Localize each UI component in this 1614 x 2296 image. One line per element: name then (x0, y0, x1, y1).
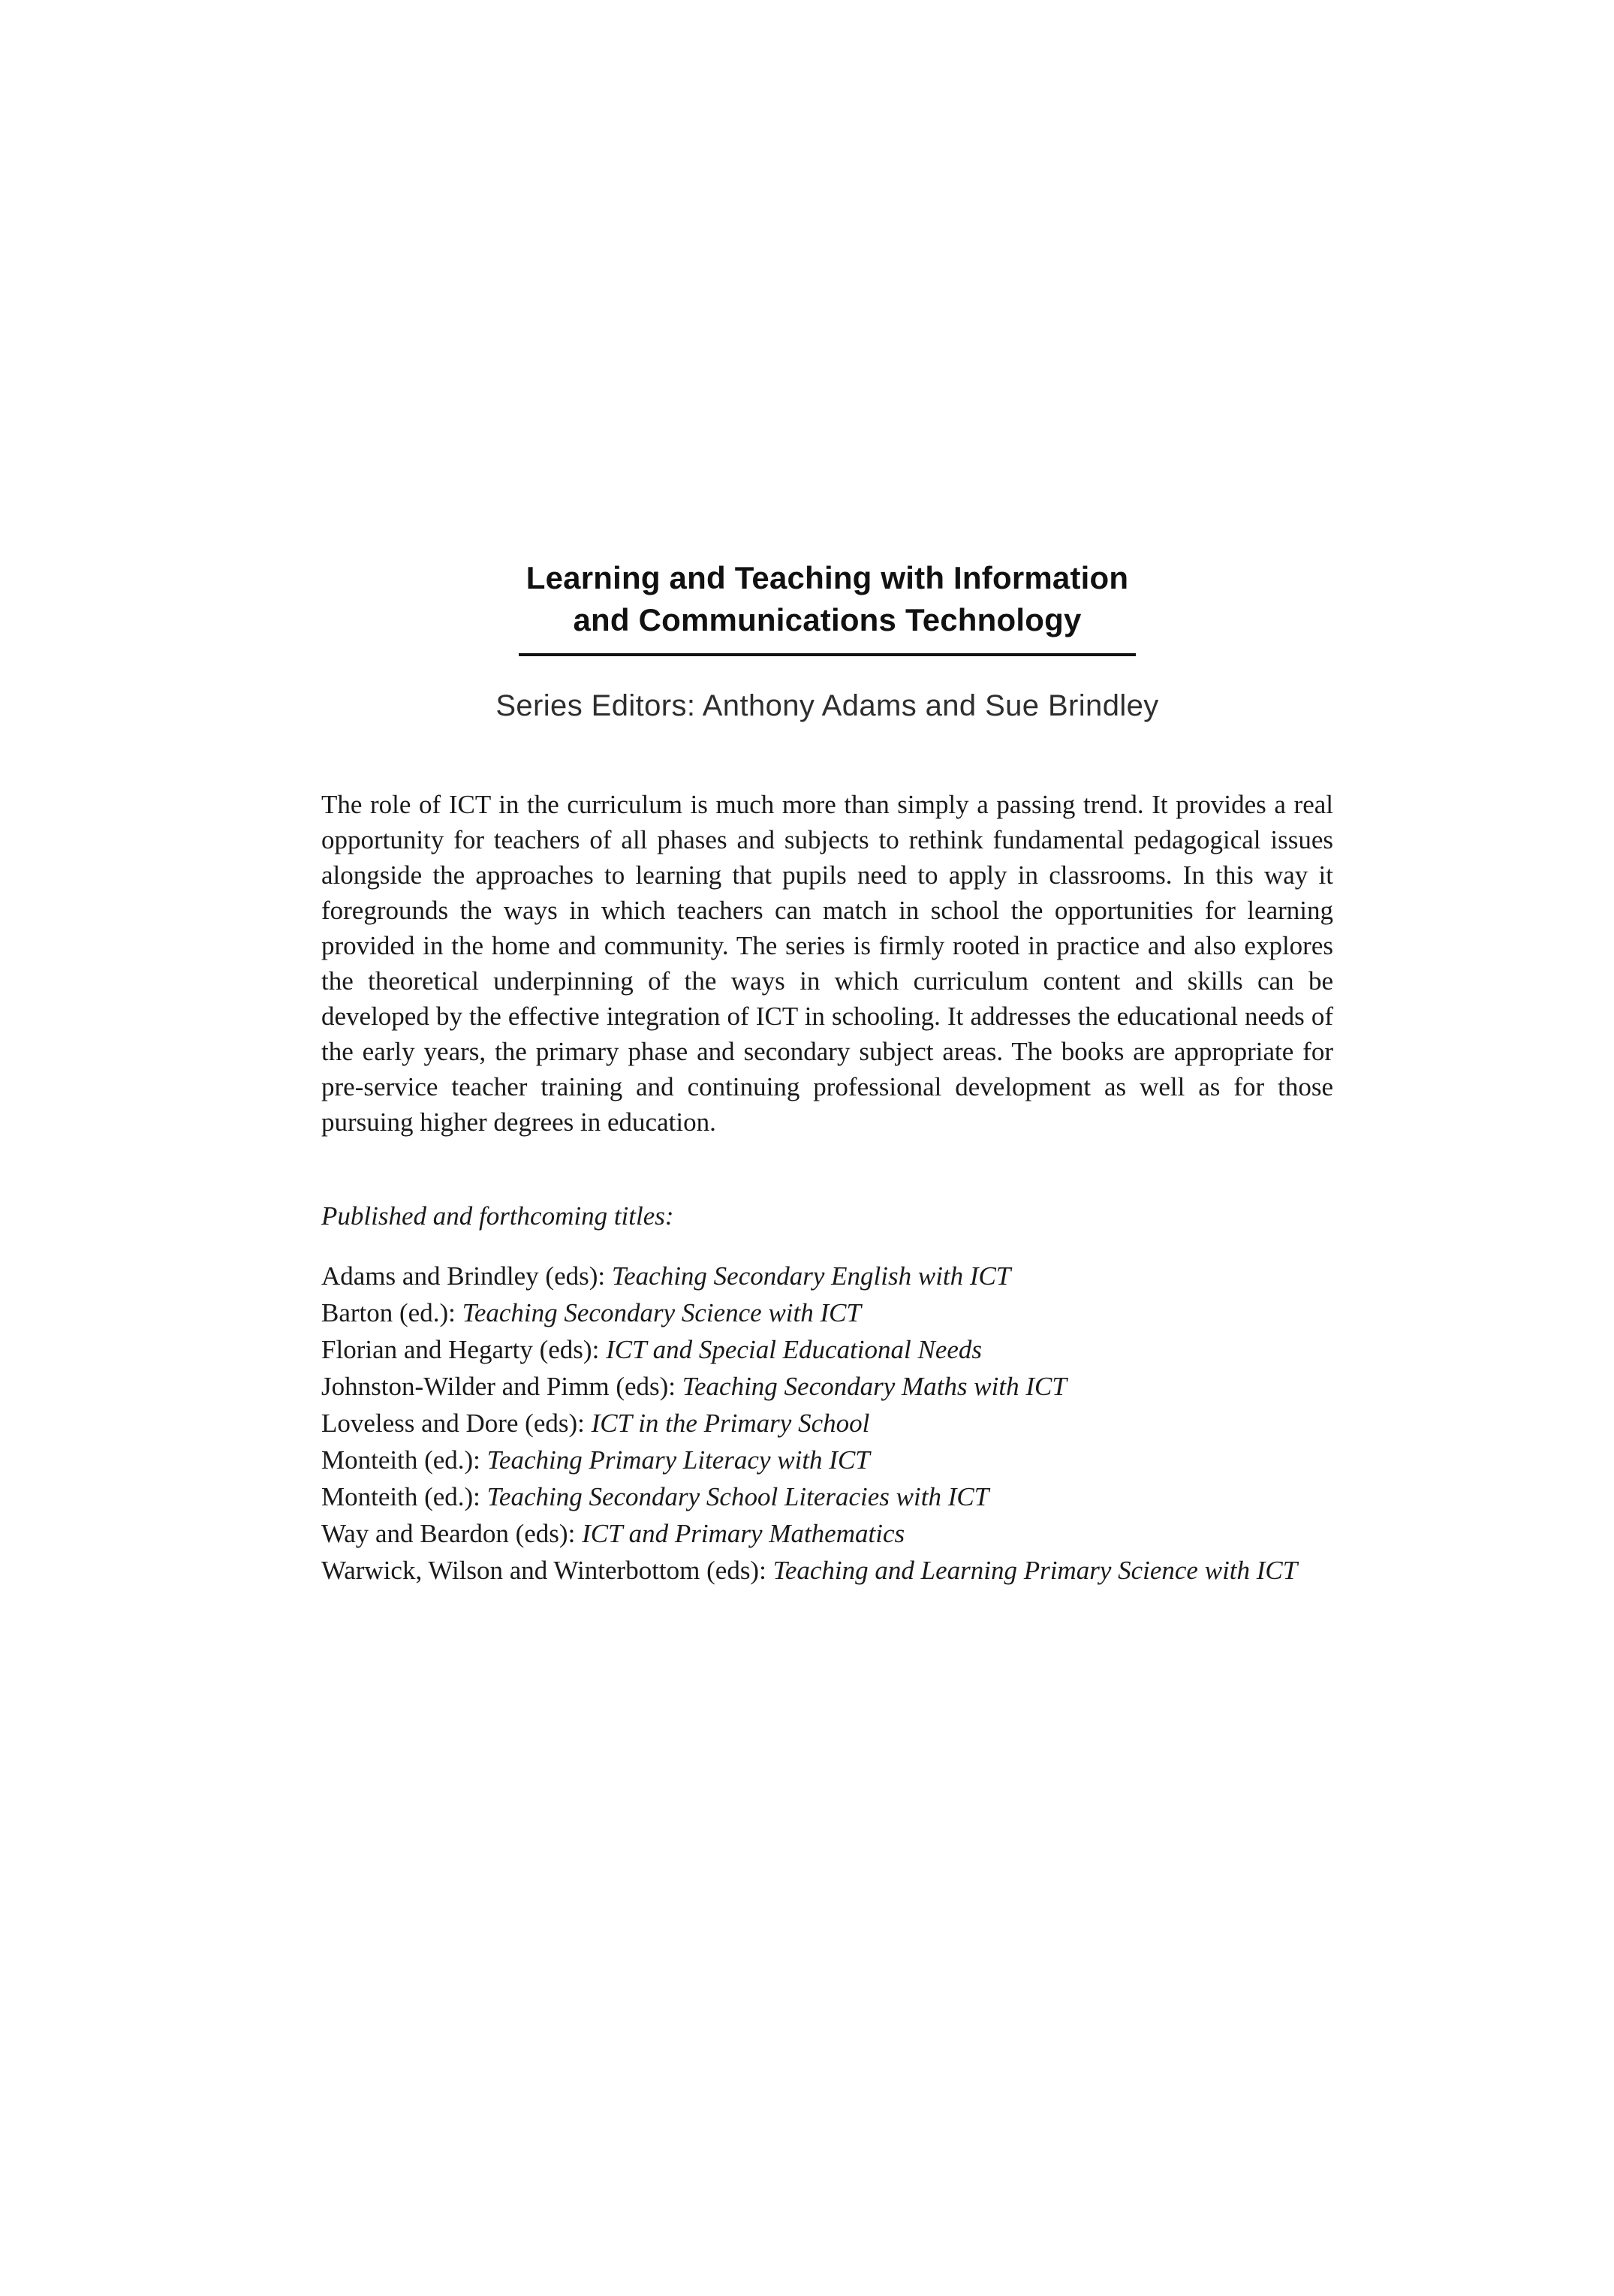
list-item (321, 1478, 1333, 1515)
book-title: Teaching Primary Literacy with ICT (486, 1445, 870, 1475)
series-title (519, 557, 1137, 656)
book-authors: Way and Beardon (eds): (321, 1519, 583, 1548)
list-item (321, 1258, 1333, 1294)
book-title: ICT in the Primary School (591, 1409, 870, 1438)
page-content (321, 557, 1333, 1589)
book-authors: Johnston-Wilder and Pimm (eds): (321, 1372, 682, 1401)
published-titles-heading: Published and forthcoming titles: (321, 1201, 674, 1231)
list-item (321, 1442, 1333, 1478)
book-title: Teaching and Learning Primary Science with ICT (772, 1556, 1298, 1585)
list-item (321, 1368, 1333, 1405)
book-title: Teaching Secondary English with ICT (611, 1261, 1011, 1291)
list-item (321, 1331, 1333, 1368)
book-authors: Barton (ed.): (321, 1298, 462, 1327)
book-authors: Monteith (ed.): (321, 1445, 487, 1475)
list-item (321, 1552, 1333, 1589)
book-title: ICT and Special Educational Needs (606, 1335, 983, 1364)
series-title-line1: Learning and Teaching with Information (525, 560, 1129, 595)
book-authors: Adams and Brindley (eds): (321, 1261, 612, 1291)
book-authors: Warwick, Wilson and Winterbottom (eds): (321, 1556, 773, 1585)
book-title: Teaching Secondary Science with ICT (462, 1298, 861, 1327)
book-authors: Loveless and Dore (eds): (321, 1409, 592, 1438)
book-title: ICT and Primary Mathematics (582, 1519, 905, 1548)
list-item (321, 1294, 1333, 1331)
list-item (321, 1405, 1333, 1442)
book-title: Teaching Secondary School Literacies with ICT (486, 1482, 989, 1511)
book-authors: Monteith (ed.): (321, 1482, 487, 1511)
series-title-block (321, 557, 1333, 656)
book-authors: Florian and Hegarty (eds): (321, 1335, 607, 1364)
series-title-line2: and Communications Technology (573, 602, 1082, 637)
series-description: The role of ICT in the curriculum is much more than simply a passing trend. It provides a real opportunity for teachers of all phases and subjects to rethink fundamental pedagogical issues alongside the approaches to learning that pupils need to apply in classrooms. In this way it foregrounds the ways in which teachers can match in school the opportunities for learning provided in the home and community. The series is firmly rooted in practice and also explores the theoretical underpinning of the ways in which curriculum content and skills can be developed by the effective integration of ICT in schooling. It addresses the educational needs of the early years, the primary phase and secondary subject areas. The books are appropriate for pre-service teacher training and continuing professional development as well as for those pursuing higher degrees in education. (321, 790, 1333, 1137)
published-titles-list (321, 1258, 1333, 1589)
series-editors: Series Editors: Anthony Adams and Sue Brindley (495, 689, 1159, 722)
list-item (321, 1515, 1333, 1552)
book-title: Teaching Secondary Maths with ICT (682, 1372, 1067, 1401)
